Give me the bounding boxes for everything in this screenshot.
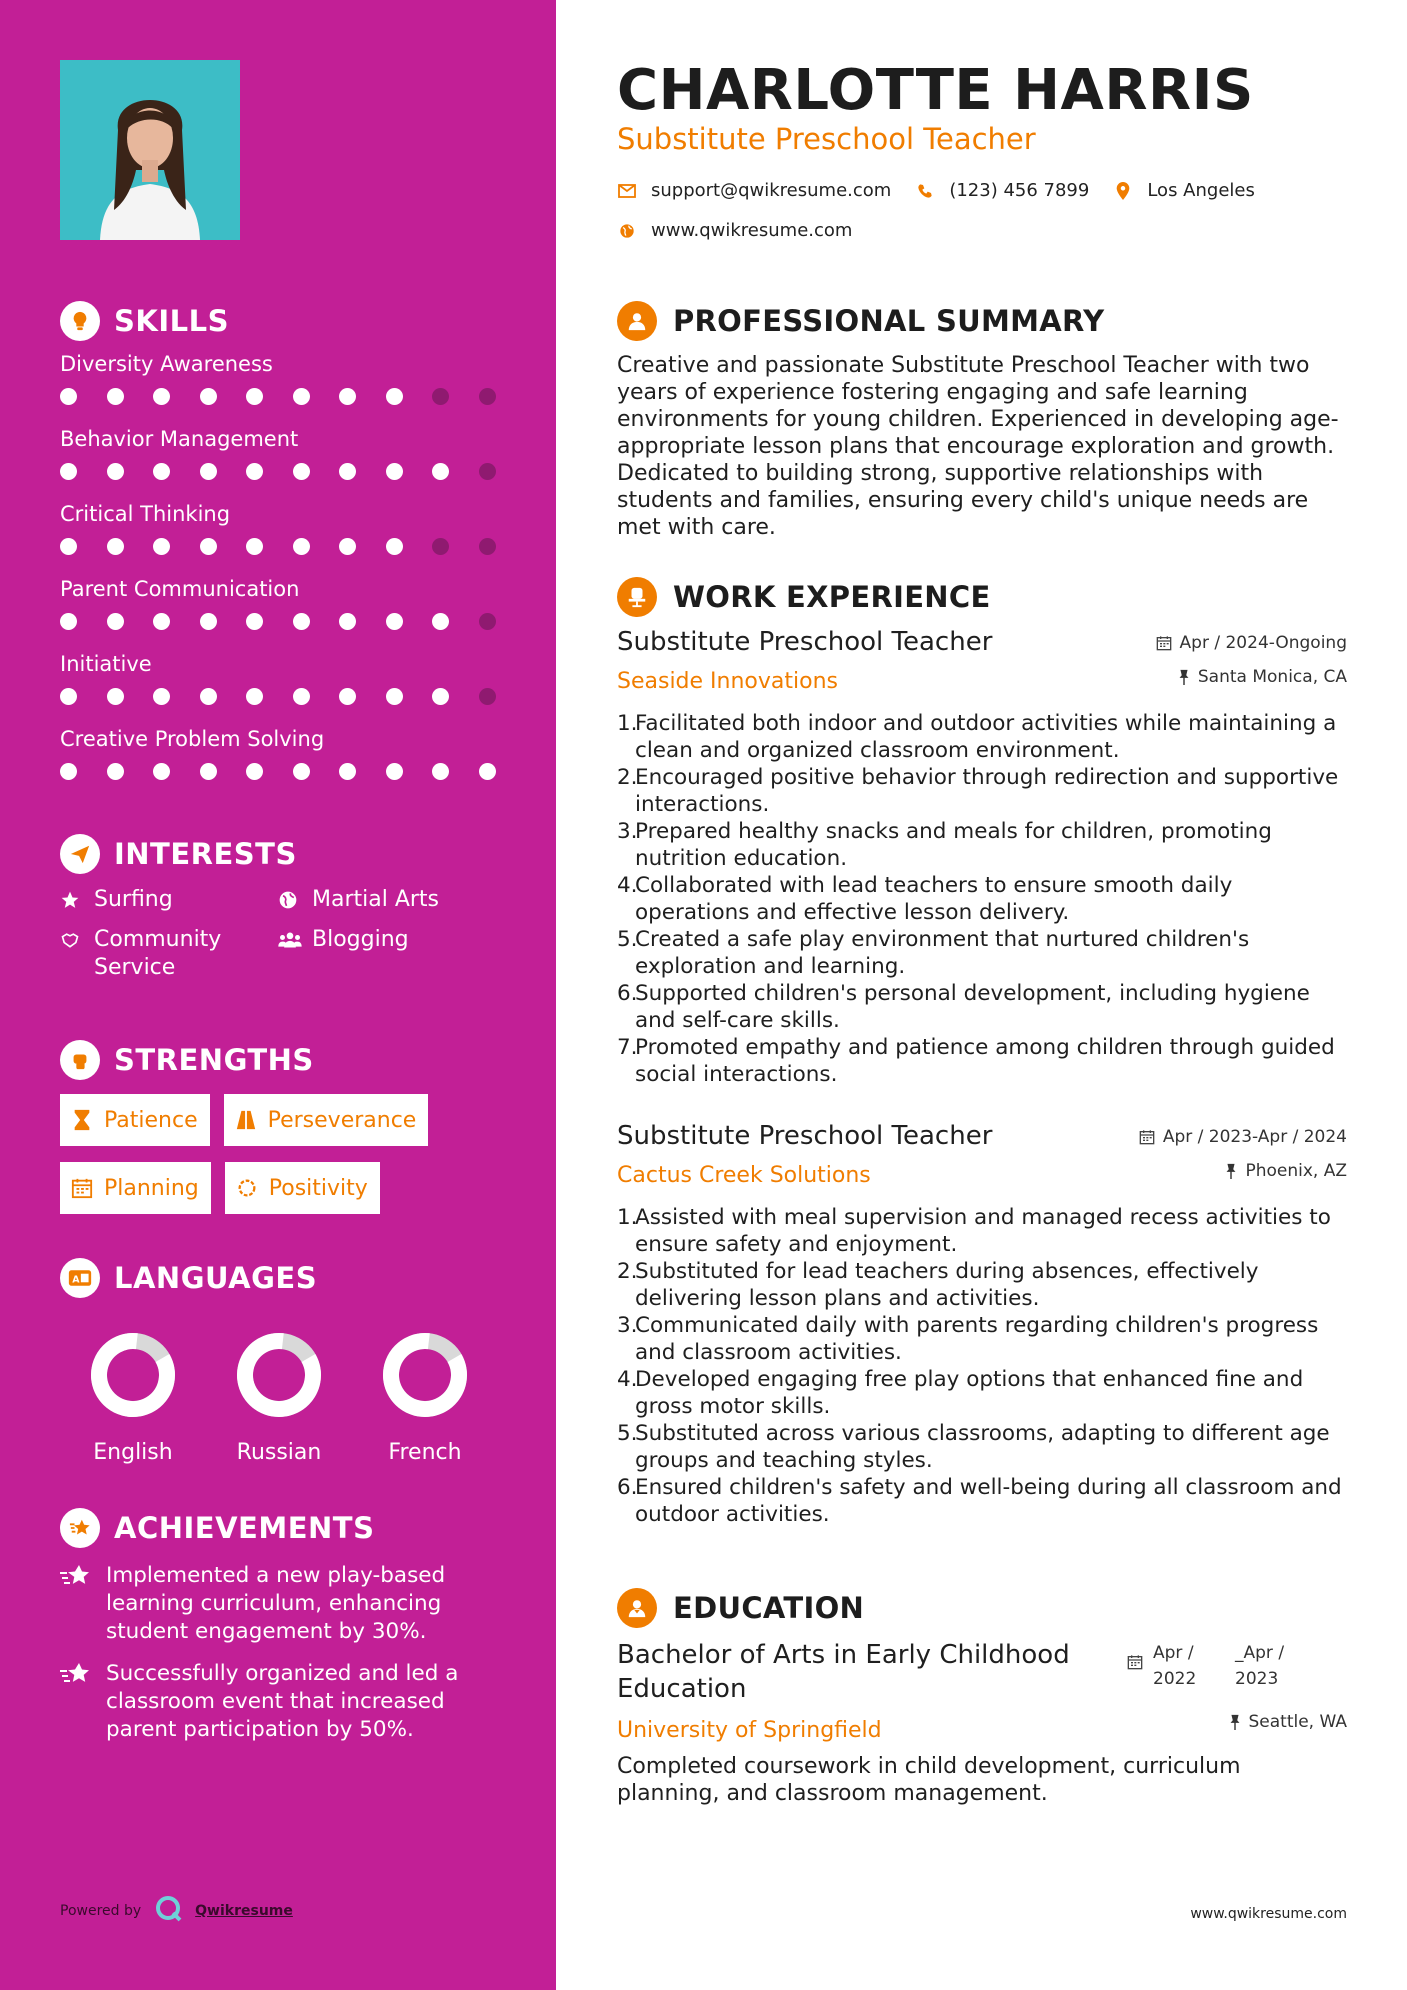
briefcase-chair-icon xyxy=(617,577,657,617)
rating-dot-filled xyxy=(386,613,403,630)
rating-dot-filled xyxy=(153,763,170,780)
skill-item xyxy=(60,647,510,722)
rating-dot-filled xyxy=(386,688,403,705)
language-label: French xyxy=(388,1440,462,1465)
interests-header xyxy=(60,832,510,876)
education-title: EDUCATION xyxy=(673,1591,865,1625)
rating-dot-empty xyxy=(432,538,449,555)
language-ring-fill xyxy=(382,1332,468,1418)
interests-section xyxy=(60,832,510,982)
education-degree: Bachelor of Arts in Early Childhood Education xyxy=(617,1640,1070,1704)
interest-item xyxy=(278,926,496,982)
job-company: Cactus Creek Solutions xyxy=(617,1163,871,1188)
achievement-item xyxy=(60,1562,510,1646)
rating-dot-filled xyxy=(293,538,310,555)
job-bullet: 2.Substituted for lead teachers during absences, effectively delivering lesson plans and activities. xyxy=(617,1259,1259,1311)
language-label: English xyxy=(93,1440,173,1465)
rating-dot-filled xyxy=(107,613,124,630)
summary-header xyxy=(617,299,1104,343)
rating-dot-filled xyxy=(107,538,124,555)
job-bullet: 5.Created a safe play environment that nurtured children's exploration and learning. xyxy=(617,927,1250,979)
job-bullets xyxy=(617,1204,1347,1528)
language-ring-fill xyxy=(90,1332,176,1418)
rating-dot-filled xyxy=(153,613,170,630)
rating-dot-filled xyxy=(293,613,310,630)
strength-chip xyxy=(60,1162,211,1214)
translate-icon xyxy=(60,1258,100,1298)
phone-text: (123) 456 7899 xyxy=(949,180,1090,201)
job-bullet: 2.Encouraged positive behavior through redirection and supportive interactions. xyxy=(617,765,1339,817)
location-text: Seattle, WA xyxy=(1248,1712,1347,1732)
job-bullet: 4.Developed engaging free play options that enhanced fine and gross motor skills. xyxy=(617,1367,1304,1419)
rating-dot-filled xyxy=(293,763,310,780)
globe-icon xyxy=(617,221,637,241)
rating-dot-filled xyxy=(339,463,356,480)
rating-dot-filled xyxy=(60,763,77,780)
job-bullet-text: Facilitated both indoor and outdoor activities while maintaining a clean and organized classroom environment. xyxy=(635,711,1337,763)
rating-dot-filled xyxy=(60,463,77,480)
education-university: University of Springfield xyxy=(617,1718,882,1743)
calendar-icon xyxy=(1156,635,1172,651)
rating-dot-filled xyxy=(200,388,217,405)
rating-dot-filled xyxy=(246,688,263,705)
experience-title: WORK EXPERIENCE xyxy=(673,580,991,614)
job-bullet: 3.Communicated daily with parents regarding children's progress and classroom activities. xyxy=(617,1313,1319,1365)
footer-url[interactable]: www.qwikresume.com xyxy=(1190,1906,1347,1922)
interest-label: Blogging xyxy=(312,927,409,952)
rating-dot-filled xyxy=(293,388,310,405)
job-company: Seaside Innovations xyxy=(617,669,838,694)
rating-dot-empty xyxy=(479,613,496,630)
sun-icon xyxy=(235,1176,259,1200)
rating-dot-filled xyxy=(60,613,77,630)
skill-item xyxy=(60,347,510,422)
experience-header xyxy=(617,575,991,619)
fist-icon xyxy=(60,1040,100,1080)
job-location xyxy=(1225,1161,1347,1181)
skills-list xyxy=(60,347,510,797)
job-bullet-text: Collaborated with lead teachers to ensure smooth daily operations and effective lesson delivery. xyxy=(635,873,1233,925)
contact-location xyxy=(1113,180,1255,201)
pin-icon xyxy=(1229,1714,1241,1730)
rating-dot-filled xyxy=(386,538,403,555)
education-description: Completed coursework in child development, curriculum planning, and classroom management. xyxy=(617,1754,1241,1806)
skill-rating xyxy=(60,681,510,711)
skill-item xyxy=(60,722,510,797)
rating-dot-filled xyxy=(246,538,263,555)
rating-dot-filled xyxy=(432,613,449,630)
language-ring xyxy=(90,1332,176,1418)
graduate-icon xyxy=(617,1588,657,1628)
interest-item xyxy=(278,886,496,914)
achievement-text: Successfully organized and led a classroom event that increased parent participation by 50%. xyxy=(106,1661,459,1742)
rating-dot-filled xyxy=(432,763,449,780)
email-text: support@qwikresume.com xyxy=(651,180,892,201)
achievements-section xyxy=(60,1506,510,1758)
job-bullet-text: Assisted with meal supervision and managed recess activities to ensure safety and enjoyment. xyxy=(635,1205,1331,1257)
rating-dot-filled xyxy=(153,463,170,480)
language-item xyxy=(352,1332,498,1465)
rating-dot-empty xyxy=(479,463,496,480)
summary-text: Creative and passionate Substitute Preschool Teacher with two years of experience fostering engaging and safe learning environments for young children. Experienced in developing age-appropriate lesson plans that encourage exploration and growth. Dedicated to building strong, supportive relationships with students and families, ensuring every child's unique needs are met with care. xyxy=(617,353,1339,540)
interest-item xyxy=(60,926,278,982)
profile-photo xyxy=(60,60,240,240)
rating-dot-filled xyxy=(107,763,124,780)
calendar-icon xyxy=(1139,1129,1155,1145)
job-bullet-text: Ensured children's safety and well-being during all classroom and outdoor activities. xyxy=(635,1475,1342,1527)
rating-dot-filled xyxy=(386,388,403,405)
skill-rating xyxy=(60,456,510,486)
job-date xyxy=(1139,1127,1347,1147)
education-end: _Apr / 2023 xyxy=(1235,1643,1285,1689)
shooting-star-icon xyxy=(60,1660,94,1688)
languages-list xyxy=(60,1332,510,1465)
shooting-star-icon xyxy=(60,1562,94,1590)
candidate-role: Substitute Preschool Teacher xyxy=(617,122,1036,156)
rating-dot-filled xyxy=(246,463,263,480)
contact-email[interactable] xyxy=(617,180,891,201)
interest-label: Martial Arts xyxy=(312,887,440,912)
job-bullet-text: Promoted empathy and patience among children through guided social interactions. xyxy=(635,1035,1335,1087)
skill-name: Parent Communication xyxy=(60,577,300,601)
skill-item xyxy=(60,422,510,497)
job-location-text: Santa Monica, CA xyxy=(1197,667,1347,687)
strength-label: Planning xyxy=(104,1175,199,1201)
rating-dot-empty xyxy=(432,388,449,405)
strength-chip xyxy=(224,1094,429,1146)
job-bullet-text: Communicated daily with parents regarding children's progress and classroom activities. xyxy=(635,1313,1319,1365)
language-ring-fill xyxy=(236,1332,322,1418)
rating-dot-filled xyxy=(107,388,124,405)
calendar-icon xyxy=(70,1176,94,1200)
sidebar xyxy=(0,0,556,1990)
strength-label: Positivity xyxy=(268,1175,368,1201)
job-bullet-text: Substituted across various classrooms, adapting to different age groups and teaching styles. xyxy=(635,1421,1330,1473)
skills-header xyxy=(60,299,510,343)
rating-dot-filled xyxy=(200,763,217,780)
job-bullet: 5.Substituted across various classrooms, adapting to different age groups and teaching styles. xyxy=(617,1421,1330,1473)
rating-dot-filled xyxy=(339,538,356,555)
skill-name: Initiative xyxy=(60,652,152,676)
strengths-title: STRENGTHS xyxy=(114,1043,314,1077)
rating-dot-filled xyxy=(200,613,217,630)
skill-item xyxy=(60,497,510,572)
rating-dot-filled xyxy=(293,688,310,705)
language-item xyxy=(60,1332,206,1465)
skill-item xyxy=(60,572,510,647)
rating-dot-filled xyxy=(386,463,403,480)
contact-row xyxy=(617,180,1279,201)
rating-dot-empty xyxy=(479,388,496,405)
rating-dot-empty xyxy=(479,688,496,705)
calendar-icon xyxy=(1127,1652,1143,1692)
rating-dot-filled xyxy=(246,388,263,405)
handshake-icon xyxy=(60,926,86,954)
rating-dot-filled xyxy=(479,763,496,780)
rating-dot-filled xyxy=(246,763,263,780)
strengths-header xyxy=(60,1038,510,1082)
skills-section xyxy=(60,299,510,797)
job-bullet-text: Supported children's personal development, including hygiene and self-care skills. xyxy=(635,981,1310,1033)
rating-dot-filled xyxy=(107,688,124,705)
job-location-text: Phoenix, AZ xyxy=(1245,1161,1347,1181)
pin-icon xyxy=(1178,669,1190,685)
candidate-name: CHARLOTTE HARRIS xyxy=(617,58,1254,123)
rating-dot-filled xyxy=(153,538,170,555)
rating-dot-filled xyxy=(153,688,170,705)
map-pin-icon xyxy=(1113,181,1133,201)
strengths-section xyxy=(60,1038,510,1230)
interest-label: Community Service xyxy=(94,927,222,980)
strength-chip xyxy=(225,1162,380,1214)
rating-dot-filled xyxy=(293,463,310,480)
interest-label: Surfing xyxy=(94,887,173,912)
interest-item xyxy=(60,886,278,914)
education-location xyxy=(1229,1712,1348,1732)
job-location xyxy=(1178,667,1347,687)
lightbulb-icon xyxy=(60,301,100,341)
skill-rating xyxy=(60,381,510,411)
user-icon xyxy=(617,301,657,341)
job-bullet-text: Substituted for lead teachers during absences, effectively delivering lesson plans and activities. xyxy=(635,1259,1259,1311)
job-date-text: Apr / 2024-Ongoing xyxy=(1179,633,1347,653)
language-ring xyxy=(382,1332,468,1418)
rating-dot-empty xyxy=(479,538,496,555)
rating-dot-filled xyxy=(60,538,77,555)
skill-name: Critical Thinking xyxy=(60,502,231,526)
summary-title: PROFESSIONAL SUMMARY xyxy=(673,304,1105,338)
interests-list xyxy=(60,886,510,982)
skill-rating xyxy=(60,756,510,786)
job-bullet: 6.Ensured children's safety and well-being during all classroom and outdoor activities. xyxy=(617,1475,1342,1527)
achievement-item xyxy=(60,1660,510,1744)
languages-section xyxy=(60,1256,510,1465)
education-entry xyxy=(617,1638,1347,1807)
job-bullet-text: Encouraged positive behavior through redirection and supportive interactions. xyxy=(635,765,1339,817)
skill-name: Creative Problem Solving xyxy=(60,727,325,751)
job-entry xyxy=(617,1121,1347,1528)
powered-by-label: Powered by xyxy=(60,1903,142,1919)
job-bullet: 4.Collaborated with lead teachers to ensure smooth daily operations and effective lesson delivery. xyxy=(617,873,1233,925)
skill-rating xyxy=(60,606,510,636)
skills-title: SKILLS xyxy=(114,304,229,338)
education-dates xyxy=(1127,1640,1317,1692)
job-entry xyxy=(617,627,1347,1088)
rating-dot-filled xyxy=(60,388,77,405)
contact-phone[interactable] xyxy=(915,180,1089,201)
pin-icon xyxy=(1225,1163,1237,1179)
contact-website[interactable] xyxy=(617,220,852,241)
rating-dot-filled xyxy=(200,538,217,555)
job-bullet: 3.Prepared healthy snacks and meals for children, promoting nutrition education. xyxy=(617,819,1272,871)
language-item xyxy=(206,1332,352,1465)
achievements-list xyxy=(60,1562,510,1744)
languages-header xyxy=(60,1256,510,1300)
strength-chip xyxy=(60,1094,210,1146)
rating-dot-filled xyxy=(339,763,356,780)
location-text: Los Angeles xyxy=(1147,180,1255,201)
job-date-text: Apr / 2023-Apr / 2024 xyxy=(1162,1127,1347,1147)
strength-label: Patience xyxy=(104,1107,198,1133)
job-bullet-text: Developed engaging free play options that enhanced fine and gross motor skills. xyxy=(635,1367,1304,1419)
job-title: Substitute Preschool Teacher xyxy=(617,1121,993,1151)
achievements-header xyxy=(60,1506,510,1550)
star-badge-icon xyxy=(60,1508,100,1548)
job-bullet-text: Created a safe play environment that nurtured children's exploration and learning. xyxy=(635,927,1250,979)
rating-dot-filled xyxy=(153,388,170,405)
job-title: Substitute Preschool Teacher xyxy=(617,627,993,657)
website-text: www.qwikresume.com xyxy=(651,220,853,241)
contact-row-2 xyxy=(617,220,876,241)
job-bullet: 1.Assisted with meal supervision and managed recess activities to ensure safety and enjoyment. xyxy=(617,1205,1331,1257)
phone-icon xyxy=(915,181,935,201)
globe-icon xyxy=(278,886,304,914)
svg-text:A: A xyxy=(72,1274,80,1286)
powered-by xyxy=(60,1895,293,1927)
rating-dot-filled xyxy=(339,688,356,705)
job-bullets xyxy=(617,710,1347,1088)
achievement-text: Implemented a new play-based learning curriculum, enhancing student engagement by 30%. xyxy=(106,1563,446,1644)
rating-dot-filled xyxy=(200,463,217,480)
rating-dot-filled xyxy=(246,613,263,630)
rating-dot-filled xyxy=(432,463,449,480)
paper-plane-icon xyxy=(60,834,100,874)
rating-dot-filled xyxy=(107,463,124,480)
main-content xyxy=(617,0,1347,1990)
languages-title: LANGUAGES xyxy=(114,1261,318,1295)
strengths-list xyxy=(60,1094,510,1214)
job-date xyxy=(1156,633,1347,653)
star-icon xyxy=(60,886,86,914)
skill-name: Behavior Management xyxy=(60,427,299,451)
job-bullet: 1.Facilitated both indoor and outdoor activities while maintaining a clean and organized classroom environment. xyxy=(617,711,1337,763)
job-bullet: 7.Promoted empathy and patience among children through guided social interactions. xyxy=(617,1035,1335,1087)
rating-dot-filled xyxy=(200,688,217,705)
achievements-title: ACHIEVEMENTS xyxy=(114,1511,375,1545)
qwikresume-logo-icon xyxy=(155,1895,183,1927)
rating-dot-filled xyxy=(339,388,356,405)
users-icon xyxy=(278,926,304,954)
language-ring xyxy=(236,1332,322,1418)
interests-title: INTERESTS xyxy=(114,837,297,871)
hourglass-icon xyxy=(70,1108,94,1132)
language-label: Russian xyxy=(236,1440,322,1465)
job-bullet: 6.Supported children's personal development, including hygiene and self-care skills. xyxy=(617,981,1310,1033)
rating-dot-filled xyxy=(432,688,449,705)
qwikresume-link[interactable]: Qwikresume xyxy=(195,1903,293,1919)
skill-rating xyxy=(60,531,510,561)
education-start: Apr / 2022 xyxy=(1153,1643,1197,1689)
rating-dot-filled xyxy=(386,763,403,780)
rating-dot-filled xyxy=(339,613,356,630)
road-icon xyxy=(234,1108,258,1132)
rating-dot-filled xyxy=(60,688,77,705)
job-bullet-text: Prepared healthy snacks and meals for children, promoting nutrition education. xyxy=(635,819,1272,871)
skill-name: Diversity Awareness xyxy=(60,352,273,376)
strength-label: Perseverance xyxy=(267,1107,417,1133)
envelope-icon xyxy=(617,181,637,201)
education-header xyxy=(617,1586,864,1630)
